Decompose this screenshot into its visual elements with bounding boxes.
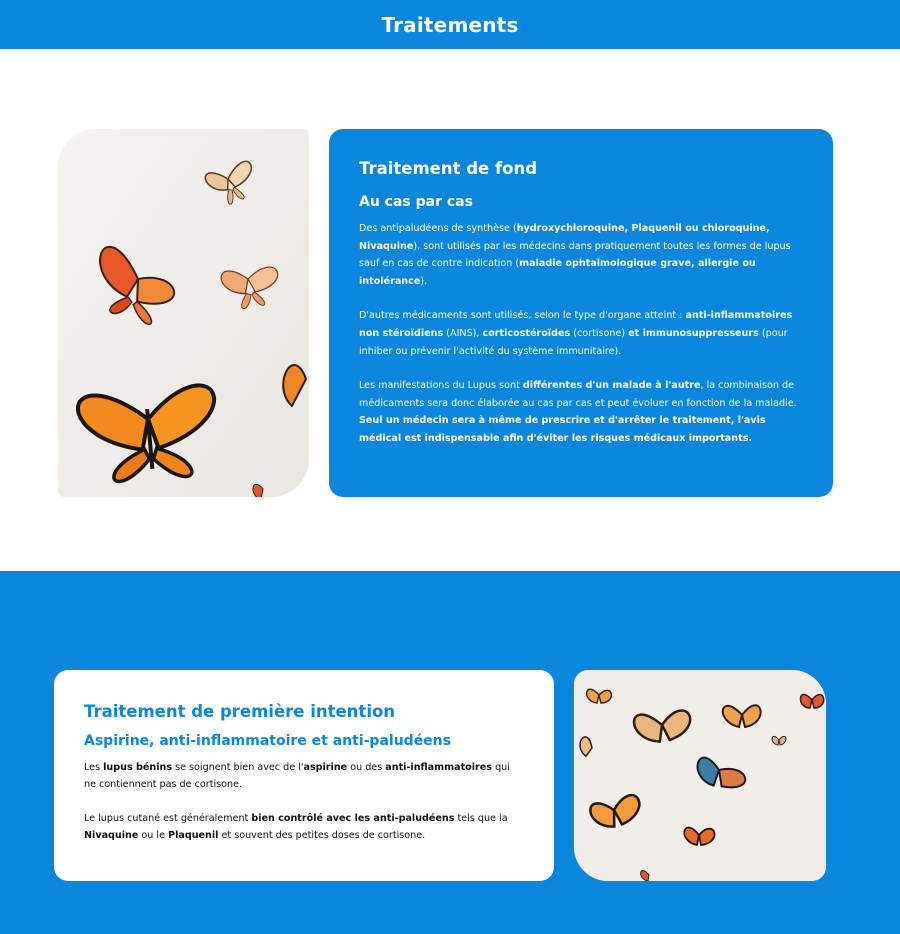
text-segment: Les manifestations du Lupus sont	[359, 380, 523, 392]
paragraph-manifestations	[359, 377, 803, 447]
card-title: Traitement de fond	[359, 159, 538, 178]
paragraph-lupus-benins	[84, 759, 524, 793]
butterflies-photo	[58, 129, 309, 497]
text-segment: ou le	[138, 830, 169, 841]
card-subtitle: Aspirine, anti-inflammatoire et anti-paludéens	[84, 733, 451, 749]
text-segment: se soignent bien avec de l'	[172, 762, 304, 773]
emphasis-text: aspirine	[303, 762, 348, 773]
text-segment: ).	[420, 275, 428, 287]
text-segment: Le lupus cutané est généralement	[84, 813, 252, 824]
emphasis-text: anti-inflammatoires	[385, 762, 493, 773]
text-segment: (cortisone)	[570, 327, 629, 339]
text-segment: (AINS),	[443, 327, 483, 339]
text-segment: tels que la	[454, 813, 508, 824]
emphasis-text: anti-inflammatoires non stéroïdiens	[359, 310, 793, 339]
text-segment: ), sont utilisés par les médecins dans pratiquement toutes les formes de lupus sauf en cas de contre indication (	[359, 240, 791, 270]
butterflies-photo	[574, 670, 826, 881]
emphasis-text: bien contrôlé avec les anti-paludéens	[251, 813, 455, 824]
text-segment: Des antipaludéens de synthèse (	[359, 223, 517, 234]
emphasis-text: lupus bénins	[103, 762, 173, 773]
page-header	[0, 0, 900, 49]
emphasis-text: différentes d'un malade à l'autre	[522, 380, 701, 392]
paragraph-lupus-cutane	[84, 810, 524, 844]
page-title: Traitements	[381, 12, 519, 37]
paragraph-antipaludeens	[359, 220, 803, 290]
text-segment: (pour inhiber ou prévenir l'activité du système immunitaire).	[359, 327, 788, 357]
traitement-premiere-intention-section	[0, 571, 900, 934]
emphasis-text: hydroxychloroquine, Plaquenil ou chloroquine, Nivaquine	[359, 223, 770, 252]
emphasis-text: Nivaquine	[84, 830, 139, 841]
paragraph-autres-medicaments	[359, 307, 803, 360]
text-segment: , la combinaison de médicaments sera donc élaborée au cas par cas et peut évoluer en fonction de la maladie.	[359, 380, 797, 409]
card-title: Traitement de première intention	[84, 702, 396, 721]
traitement-de-fond-card	[329, 129, 833, 497]
card-subtitle: Au cas par cas	[359, 194, 473, 210]
traitement-de-fond-section	[0, 49, 900, 571]
emphasis-text: et immunosuppresseurs	[628, 327, 759, 339]
text-segment: Les	[84, 762, 104, 773]
text-segment: ou des	[347, 762, 386, 773]
emphasis-text: corticostéroïdes	[482, 327, 571, 339]
text-segment: qui ne contiennent pas de cortisone.	[84, 762, 510, 790]
text-segment: D'autres médicaments sont utilisés, selon le type d'organe atteint :	[359, 310, 686, 322]
emphasis-text: Seul un médecin sera à même de prescrire et d'arrêter le traitement, l'avis médical est indispensable afin d'éviter les risques médicaux importants.	[359, 415, 766, 444]
traitement-premiere-intention-card	[54, 670, 554, 881]
text-segment: et souvent des petites doses de cortisone.	[218, 830, 426, 841]
emphasis-text: Plaquenil	[168, 830, 219, 841]
emphasis-text: maladie ophtalmologique grave, allergie ou intolérance	[359, 258, 756, 287]
